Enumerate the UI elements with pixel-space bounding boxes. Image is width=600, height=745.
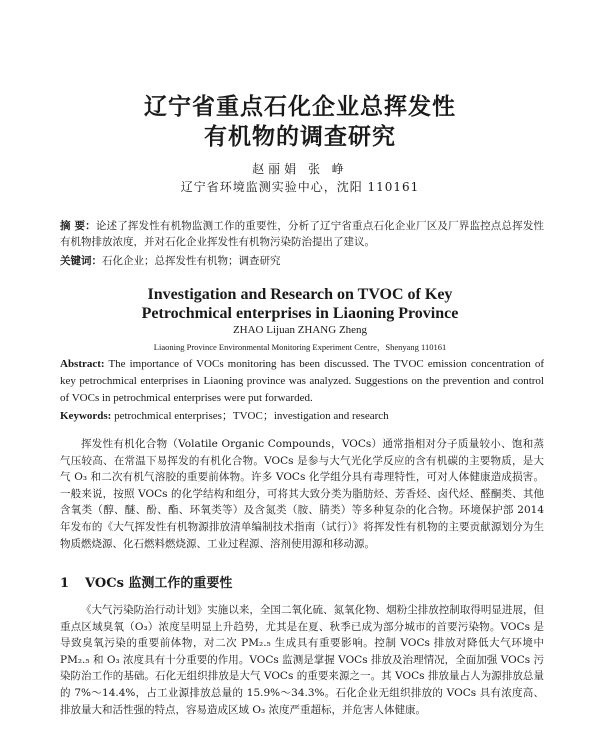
keywords-en-label: Keywords: [60,410,112,422]
title-cn-line2: 有机物的调查研究 [204,123,396,150]
title-en-line1: Investigation and Research on TVOC of Key [147,286,453,303]
authors-cn: 赵丽娟 张 峥 [252,162,348,176]
keywords-cn [60,253,544,269]
intro-paragraph: 挥发性有机化合物（Volatile Organic Compounds，VOCs）通常指相对分子质量较小、饱和蒸气压较高、在常温下易挥发的有机化合物。VOCs 是参与大气光化学反应的含有机碳的主要物质，是大气 O₃ 和二次有机气溶胶的重要前体物。许多 VOCs 化学组分具有毒理特性，可对人体健康造成损害。一般来说，按照 VOCs 的化学结构和组分，可将其大致分类为脂肪烃、芳香烃、卤代烃、醛酮类、其他含氧类（醇、醚、酚、酯、环氧类等）及含氮类（胺、腈类）等多种复杂的化合物。环境保护部 2014 年发布的《大气挥发性有机物源排放清单编制技术指南（试行）》将挥发性有机物的主要贡献源划分为生物质燃烧源、化石燃料燃烧源、工业过程源、溶剂使用源和移动源。 [60,438,544,550]
section1-paragraph: 《大气污染防治行动计划》实施以来，全国二氧化硫、氮氧化物、烟粉尘排放控制取得明显进展，但重点区域臭氧（O₃）浓度呈明显上升趋势，尤其是在夏、秋季已成为部分城市的首要污染物。VOCs 是导致臭氧污染的重要前体物，对二次 PM₂.₅ 生成具有重要影响。控制 VOCs 排放对降低大气环境中 PM₂.₅ 和 O₃ 浓度具有十分重要的作用。VOCs 监测是掌握 VOCs 排放及治理情况，全面加强 VOCs 污染防治工作的基础。石化无组织排放是大气 VOCs 的重要来源之一。其 VOCs 排放量占人为源排放总量的 7%～14.4%，占工业源排放总量的 15.9%～34.3%。石化企业无组织排放的 VOCs 具有浓度高、排放量大和活性强的特点，容易造成区域 O₃ 浓度严重超标，并危害人体健康。 [60,604,544,716]
abstract-cn-label: 摘 要： [60,220,96,232]
keywords-en-text: petrochmical enterprises；TVOC；investigation and research [114,410,389,422]
section-number: 1 [60,576,70,591]
affiliation-en: Liaoning Province Environmental Monitoring Experiment Centre，Shenyang 110161 [153,342,447,352]
abstract-cn-text: 论述了挥发性有机物监测工作的重要性，分析了辽宁省重点石化企业厂区及厂界监控点总挥发性有机物排放浓度，并对石化企业挥发性有机物污染防治提出了建议。 [60,220,545,248]
keywords-cn-text: 石化企业；总挥发性有机物；调查研究 [102,255,281,267]
abstract-cn [60,218,544,250]
authors-en: ZHAO Lijuan ZHANG Zheng [232,324,368,336]
title-cn-line1: 辽宁省重点石化企业总挥发性 [144,93,456,120]
abstract-en [60,356,544,407]
title-en-line2: Petrochmical enterprises in Liaoning Province [141,305,459,322]
section-title: VOCs 监测工作的重要性 [85,576,233,591]
keywords-cn-label: 关键词： [60,255,102,267]
abstract-en-label: Abstract: [60,358,105,370]
affiliation-cn: 辽宁省环境监测实验中心，沈阳 110161 [180,180,420,194]
section-heading [60,572,232,591]
keywords-en [60,408,544,425]
abstract-en-text: The importance of VOCs monitoring has been discussed. The TVOC emission concentration of key petrochmical enterprises in Liaoning province was analyzed. Suggestions on the prevention and control of VOCs in petrochmical enterprises were put forwarded. [60,358,544,404]
